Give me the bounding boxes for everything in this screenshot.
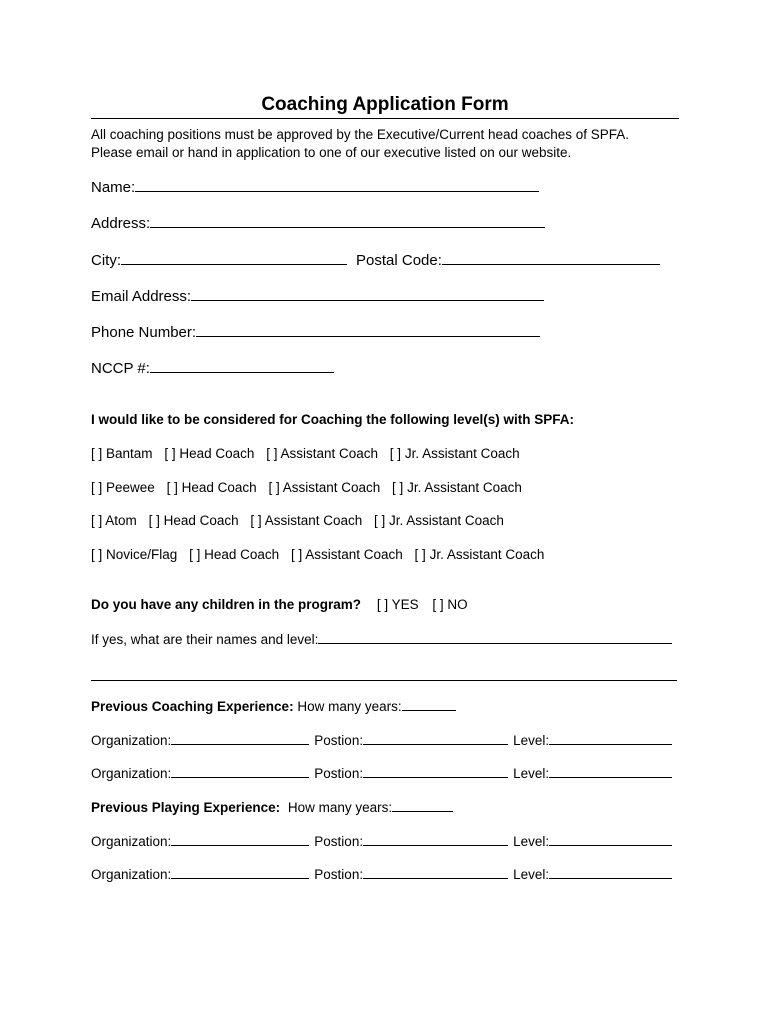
playing-experience-heading: Previous Playing Experience: [91,800,281,815]
page-title: Coaching Application Form [91,93,679,119]
playing-org-row-1 [91,832,672,851]
nccp-line[interactable] [150,357,334,373]
email-label: Email Address: [91,288,192,305]
head-coach-label: Head Coach [181,480,257,495]
level-row-novice-flag [91,546,544,564]
assistant-coach-label: Assistant Coach [282,480,381,495]
level-label: Level: [513,766,550,781]
coaching-experience-row [91,697,456,716]
checkbox-peewee[interactable]: [ ] [91,480,103,495]
level-line[interactable] [549,764,672,778]
checkbox-bantam-head[interactable]: [ ] [164,446,176,461]
yes-label: YES [391,597,419,612]
city-postal-row [91,249,660,271]
head-coach-label: Head Coach [204,547,280,562]
level-label: Level: [513,733,550,748]
level-line[interactable] [549,865,672,879]
coaching-org-row-2 [91,764,672,783]
checkbox-peewee-head[interactable]: [ ] [166,480,178,495]
position-label: Postion: [314,834,364,849]
position-label: Postion: [314,766,364,781]
head-coach-label: Head Coach [179,446,255,461]
organization-label: Organization: [91,766,172,781]
checkbox-atom[interactable]: [ ] [91,513,103,528]
level-line[interactable] [549,731,672,745]
organization-label: Organization: [91,867,172,882]
assistant-coach-label: Assistant Coach [305,547,403,562]
postal-code-line[interactable] [442,249,660,265]
position-label: Postion: [314,867,364,882]
name-line[interactable] [135,176,539,192]
email-line[interactable] [191,285,544,301]
checkbox-novice-assistant[interactable]: [ ] [290,547,303,562]
organization-line[interactable] [171,832,309,846]
children-question-row [91,596,468,614]
intro-line-2: Please email or hand in application to one of our executive listed on our website. [91,145,572,160]
organization-label: Organization: [91,733,172,748]
children-question: Do you have any children in the program? [91,597,362,612]
position-line[interactable] [363,865,508,879]
intro-text [91,126,629,162]
level-label: Level: [513,867,550,882]
checkbox-yes[interactable]: [ ] [376,597,389,612]
coaching-org-row-1 [91,731,672,750]
checkbox-bantam[interactable]: [ ] [91,446,103,461]
name-field[interactable] [91,176,539,198]
postal-code-label: Postal Code: [356,252,442,269]
intro-line-1: All coaching positions must be approved by the Executive/Current head coaches of SPFA. [91,127,630,142]
assistant-coach-label: Assistant Coach [280,446,379,461]
playing-org-row-2 [91,865,672,884]
jr-assistant-coach-label: Jr. Assistant Coach [389,513,504,528]
levels-heading: I would like to be considered for Coaching the following level(s) with SPFA: [91,412,575,427]
no-label: NO [447,597,468,612]
city-line[interactable] [121,249,347,265]
address-field[interactable] [91,212,545,234]
position-line[interactable] [363,764,508,778]
coaching-years-line[interactable] [402,697,456,711]
email-field[interactable] [91,285,544,307]
assistant-coach-label: Assistant Coach [264,513,363,528]
level-row-atom [91,512,504,530]
playing-experience-row [91,798,453,817]
level-row-peewee [91,479,522,497]
address-label: Address: [91,215,151,232]
checkbox-bantam-assistant[interactable]: [ ] [266,446,278,461]
position-label: Postion: [314,733,364,748]
checkbox-novice-jr[interactable]: [ ] [414,547,426,562]
city-label: City: [91,252,121,269]
children-names-row[interactable] [91,630,672,649]
children-names-line[interactable] [318,630,672,644]
checkbox-peewee-jr[interactable]: [ ] [392,480,404,495]
checkbox-atom-assistant[interactable]: [ ] [250,513,262,528]
checkbox-peewee-assistant[interactable]: [ ] [268,480,280,495]
checkbox-bantam-jr[interactable]: [ ] [389,446,402,461]
checkbox-no[interactable]: [ ] [432,597,444,612]
level-label: Level: [513,834,550,849]
level-label-peewee: Peewee [106,480,155,495]
level-line[interactable] [549,832,672,846]
level-label-atom: Atom [105,513,137,528]
level-label-novice-flag: Novice/Flag [106,547,178,562]
coaching-years-label: How many years: [297,699,402,714]
position-line[interactable] [363,731,508,745]
checkbox-atom-head[interactable]: [ ] [148,513,160,528]
children-names-label: If yes, what are their names and level: [91,632,319,647]
position-line[interactable] [363,832,508,846]
address-line[interactable] [150,212,545,228]
playing-years-line[interactable] [392,798,453,812]
phone-line[interactable] [196,321,540,337]
organization-line[interactable] [171,865,309,879]
organization-line[interactable] [171,731,309,745]
organization-label: Organization: [91,834,172,849]
head-coach-label: Head Coach [163,513,239,528]
nccp-label: NCCP #: [91,360,150,377]
children-names-extra-line[interactable] [91,680,677,681]
level-label-bantam: Bantam [106,446,153,461]
checkbox-atom-jr[interactable]: [ ] [374,513,386,528]
checkbox-novice-flag[interactable]: [ ] [91,547,103,562]
jr-assistant-coach-label: Jr. Assistant Coach [404,446,520,461]
coaching-experience-heading: Previous Coaching Experience: [91,699,294,714]
nccp-field[interactable] [91,357,334,379]
level-row-bantam [91,445,520,463]
checkbox-novice-head[interactable]: [ ] [189,547,201,562]
phone-label: Phone Number: [91,324,197,341]
organization-line[interactable] [171,764,309,778]
playing-years-label: How many years: [287,800,393,815]
jr-assistant-coach-label: Jr. Assistant Coach [429,547,545,562]
jr-assistant-coach-label: Jr. Assistant Coach [407,480,522,495]
name-label: Name: [91,179,136,196]
phone-field[interactable] [91,321,540,343]
